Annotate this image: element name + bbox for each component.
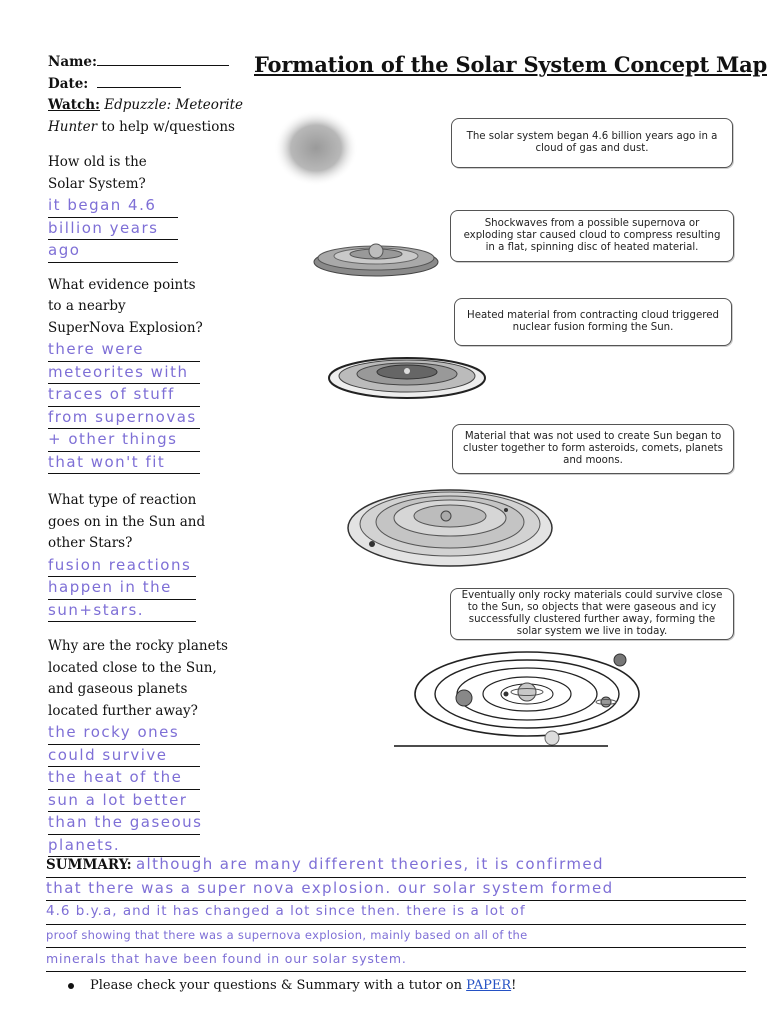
concept-box-3: Heated material from contracting cloud triggered nuclear fusion forming the Sun.: [454, 298, 732, 346]
note-text: Please check your questions & Summary with a tutor on: [90, 978, 462, 993]
question-3: [48, 490, 238, 622]
tutor-check-note: [68, 978, 516, 993]
date-row: [48, 74, 238, 96]
date-blank[interactable]: [97, 74, 181, 88]
watch-title-2: Hunter: [48, 118, 98, 135]
summary-line: [46, 854, 746, 878]
summary-line: [46, 901, 746, 925]
concept-box-4: Material that was not used to create Sun began to cluster together to form asteroids, comets, planets and moons.: [452, 424, 734, 474]
answer-line: billion years: [48, 218, 178, 241]
question-text: located further away?: [48, 702, 198, 719]
date-label: Date:: [48, 75, 89, 92]
answer-line: there were: [48, 339, 200, 362]
answer-line: planets.: [48, 835, 200, 858]
bullet-icon: [68, 983, 74, 989]
question-text: goes on in the Sun and: [48, 513, 206, 530]
contracting-cloud-illustration: [327, 354, 487, 402]
spinning-disc-illustration: [312, 236, 442, 282]
answer-line: the heat of the: [48, 767, 200, 790]
question-text: What type of reaction: [48, 492, 197, 508]
question-4: [48, 636, 238, 857]
question-text: located close to the Sun,: [48, 659, 217, 676]
answer-line: sun a lot better: [48, 790, 200, 813]
watch-row-2: [48, 117, 238, 139]
protoplanetary-disc-illustration: [346, 488, 558, 568]
answer-line: + other things: [48, 429, 200, 452]
summary-line: [46, 948, 746, 972]
watch-row: [48, 95, 244, 117]
summary-text: minerals that have been found in our solar system.: [46, 951, 407, 966]
name-row: [48, 52, 238, 74]
question-1: [48, 152, 238, 263]
answer-line: ago: [48, 240, 178, 263]
page-title: Formation of the Solar System Concept Map: [254, 52, 767, 77]
question-text: and gaseous planets: [48, 681, 188, 697]
answer-line: from supernovas: [48, 407, 200, 430]
name-blank[interactable]: [97, 52, 229, 66]
summary-line: [46, 878, 746, 902]
answer-line: that won't fit: [48, 452, 200, 475]
watch-suffix: to help w/questions: [101, 118, 235, 135]
answer-line: the rocky ones: [48, 722, 200, 745]
concept-box-5: Eventually only rocky materials could survive close to the Sun, so objects that were gaseous and icy successfully clustered further away, forming the solar system we live in today.: [450, 588, 734, 640]
summary-text: proof showing that there was a supernova explosion, mainly based on all of the: [46, 927, 528, 942]
question-2: [48, 275, 238, 475]
question-text: How old is the: [48, 154, 147, 170]
paper-link[interactable]: PAPER: [466, 978, 512, 993]
question-text: Solar System?: [48, 175, 146, 192]
watch-title: Edpuzzle: Meteorite: [104, 97, 244, 113]
answer-line: happen in the: [48, 577, 196, 600]
question-text: Why are the rocky planets: [48, 638, 228, 654]
summary-section: [46, 854, 746, 972]
question-text: What evidence points: [48, 276, 196, 293]
summary-text: that there was a super nova explosion. our solar system formed: [46, 878, 614, 897]
summary-text: 4.6 b.y.a, and it has changed a lot since then. there is a lot of: [46, 903, 526, 919]
answer-line: meteorites with: [48, 362, 200, 385]
worksheet-left-column: [48, 52, 244, 857]
answer-line: it began 4.6: [48, 195, 178, 218]
answer-line: traces of stuff: [48, 384, 200, 407]
answer-line: sun+stars.: [48, 600, 196, 623]
answer-line: could survive: [48, 745, 200, 768]
summary-text: although are many different theories, it is confirmed: [135, 855, 604, 873]
question-text: to a nearby: [48, 298, 126, 314]
answer-line: than the gaseous: [48, 812, 200, 835]
solar-system-illustration: [392, 650, 638, 750]
concept-box-2: Shockwaves from a possible supernova or exploding star caused cloud to compress resulting in a flat, spinning disc of heated material.: [450, 210, 734, 262]
summary-line: [46, 925, 746, 949]
answer-line: fusion reactions: [48, 555, 196, 578]
name-label: Name:: [48, 54, 97, 70]
concept-box-1: The solar system began 4.6 billion years ago in a cloud of gas and dust.: [451, 118, 733, 168]
note-end: !: [511, 978, 517, 993]
question-text: other Stars?: [48, 535, 133, 551]
question-text: SuperNova Explosion?: [48, 319, 203, 336]
gas-cloud-illustration: [270, 108, 360, 188]
watch-label: Watch:: [48, 97, 100, 113]
summary-label: SUMMARY:: [46, 857, 132, 873]
